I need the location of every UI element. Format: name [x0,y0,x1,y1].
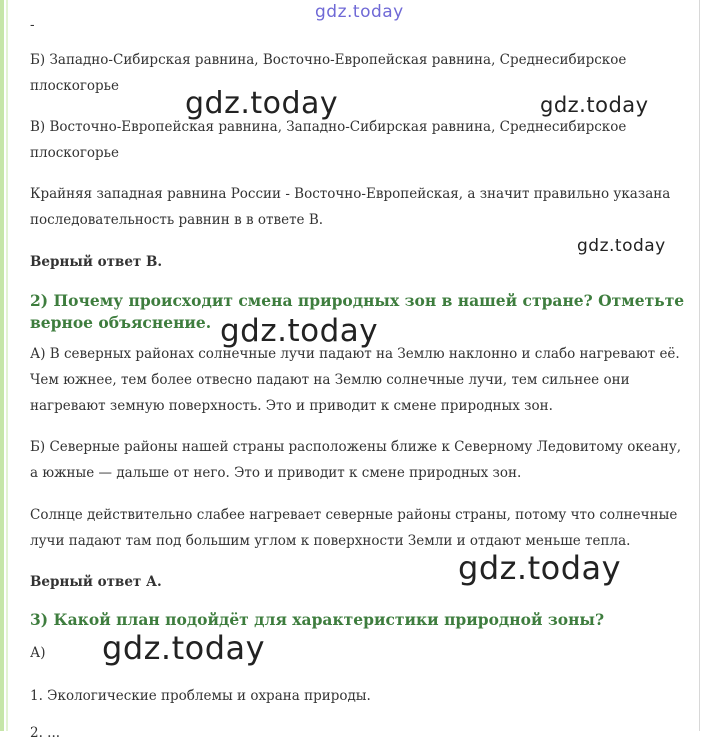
watermark-3: gdz.today [577,236,666,256]
question-2-heading: 2) Почему происходит смена природных зон в нашей стране? Отметьте верное объяснение. [30,291,685,332]
left-accent-bar-light [6,0,8,731]
explanation-1: Крайняя западная равнина России - Восточно-Европейская, а значит правильно указана последовательность равнин в в ответе В. [30,186,671,228]
watermark-1: gdz.today [185,86,339,121]
question-3-heading: 3) Какой план подойдёт для характеристики природной зоны? [30,610,605,629]
top-dash: - [30,17,35,33]
watermark-2: gdz.today [540,93,649,117]
q2-option-b: Б) Северные районы нашей страны расположены ближе к Северному Ледовитому океану, а южные — дальше от него. Это и приводит к смене природных зон. [30,439,682,481]
answer-2: Верный ответ А. [30,574,162,590]
q3-option-a: А) [30,645,46,661]
left-accent-bar [0,0,4,731]
q3-item-1: 1. Экологические проблемы и охрана природы. [30,688,371,704]
right-border-line [699,0,700,731]
option-v: В) Восточно-Европейская равнина, Западно-Сибирская равнина, Среднесибирское плоскогорье [30,119,627,161]
watermark-4: gdz.today [220,313,379,349]
explanation-2: Солнце действительно слабее нагревает северные районы страны, потому что солнечные лучи падают там под большим углом к поверхности Земли и отдают меньше тепла. [30,507,678,549]
answer-1: Верный ответ В. [30,254,163,270]
watermark-6: gdz.today [102,629,266,667]
q2-option-a: А) В северных районах солнечные лучи падают на Землю наклонно и слабо нагревают её. Чем южнее, тем более отвесно падают на Землю солнечные лучи, тем сильнее они нагревают земную поверхность. Это и приводит к смене природных зон. [30,346,680,414]
watermark-top: gdz.today [315,2,404,22]
option-b: Б) Западно-Сибирская равнина, Восточно-Европейская равнина, Среднесибирское плоскогорье [30,52,627,94]
watermark-5: gdz.today [458,549,622,587]
bottom-partial-line: 2. ... [30,725,61,741]
